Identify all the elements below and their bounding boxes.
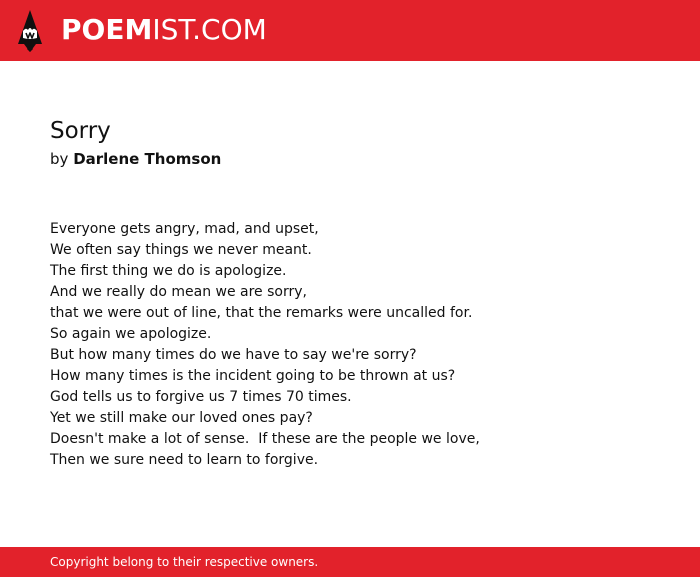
poem-line: How many times is the incident going to be thrown at us? [50,368,456,384]
site-footer [0,547,700,577]
poem-line: So again we apologize. [50,326,212,342]
poem-line: And we really do mean we are sorry, [50,284,307,300]
logo-text-light: IST.COM [152,13,267,46]
poem-line: But how many times do we have to say we're sorry? [50,347,417,363]
byline-prefix: by [50,150,69,168]
poem-line: that we were out of line, that the remarks were uncalled for. [50,305,473,321]
poem-title: Sorry [50,118,111,144]
poem-line: Everyone gets angry, mad, and upset, [50,221,319,237]
poem-line: The first thing we do is apologize. [50,263,287,279]
copyright-text: Copyright belong to their respective owners. [50,555,319,569]
poem-byline [50,149,221,169]
site-logo-text [61,13,267,46]
poem-line: Then we sure need to learn to forgive. [50,452,319,468]
poem-author: Darlene Thomson [73,150,222,168]
logo-text-strong: POEM [61,13,153,46]
site-logo-link[interactable] [16,8,267,54]
poem-line: We often say things we never meant. [50,242,312,258]
poem-line: God tells us to forgive us 7 times 70 times. [50,389,352,405]
poem-line: Yet we still make our loved ones pay? [50,410,313,426]
site-header [0,0,700,61]
pencil-icon [16,9,44,53]
poem-line: Doesn't make a lot of sense. If these are the people we love, [50,431,480,447]
poem-body [50,219,650,471]
